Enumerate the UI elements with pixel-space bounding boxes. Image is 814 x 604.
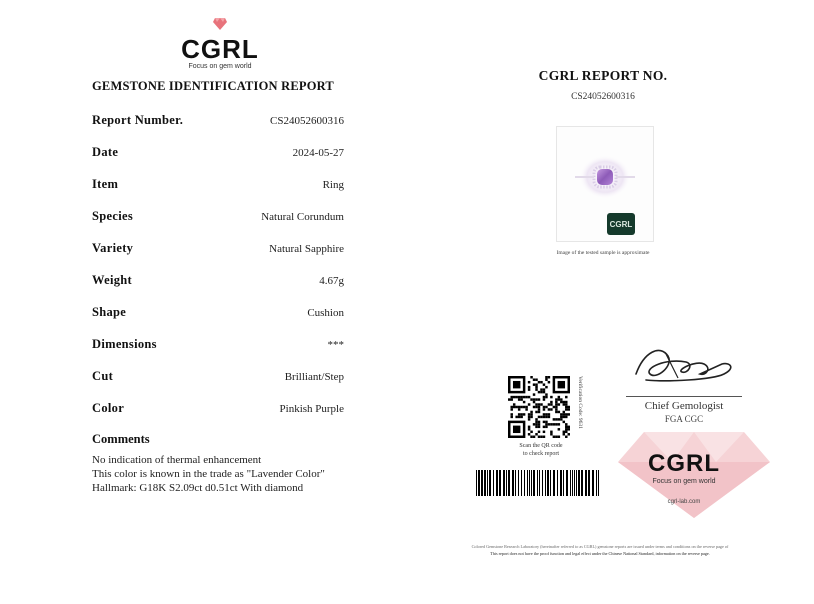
qr-caption-line: Scan the QR code (519, 443, 563, 449)
photo-caption: Image of the tested sample is approximate (556, 250, 650, 256)
fine-print-line: This report does not have the proof function and legal effect under the Chinese National Standard, information on the reverse page. (490, 551, 710, 556)
report-no-title: CGRL REPORT NO. (538, 68, 668, 83)
field-label: Date (92, 145, 119, 159)
logo-wordmark: CGRL (181, 34, 259, 64)
field-row (92, 273, 344, 289)
field-row (92, 401, 344, 417)
field-row (92, 113, 344, 129)
field-row (92, 305, 344, 321)
field-row (92, 145, 344, 161)
field-row (92, 369, 344, 385)
comment-line: No indication of thermal enhancement (92, 454, 262, 466)
field-label: Species (92, 209, 133, 223)
field-label: Shape (92, 305, 127, 319)
field-value: Brilliant/Step (284, 371, 344, 383)
field-label: Report Number. (92, 113, 184, 127)
signature (626, 334, 746, 396)
field-value: 4.67g (319, 275, 344, 287)
field-row (92, 337, 344, 353)
verification-code: Verification Code: 9631 (577, 376, 583, 429)
gemologist-credential: FGA CGC (664, 414, 704, 424)
qr-caption-line: to check report (523, 451, 559, 457)
qr-caption (500, 442, 582, 458)
sample-photo (556, 126, 654, 242)
field-label: Variety (92, 241, 134, 255)
signature-line (626, 396, 742, 397)
cgrl-logo-large (636, 452, 732, 485)
ring-photo-icon (557, 127, 653, 241)
field-label: Dimensions (92, 337, 157, 351)
comment-line: Hallmark: G18K S2.09ct d0.51ct With diamond (92, 482, 304, 494)
field-value: Ring (322, 179, 344, 191)
field-label: Color (92, 401, 125, 415)
field-value: *** (327, 339, 344, 351)
logo-wordmark: CGRL (648, 450, 720, 477)
chief-gemologist: Chief Gemologist (644, 400, 724, 412)
gem-icon (213, 18, 227, 30)
field-value: CS24052600316 (270, 115, 344, 127)
photo-stamp-text: CGRL (609, 220, 633, 229)
field-label: Weight (92, 273, 132, 287)
field-row (92, 209, 344, 225)
field-row (92, 241, 344, 257)
field-value: Cushion (307, 307, 344, 319)
report-title: GEMSTONE IDENTIFICATION REPORT (92, 79, 334, 93)
comments-title: Comments (92, 432, 150, 446)
qr-code[interactable] (508, 376, 570, 438)
logo-tagline: Focus on gem world (652, 478, 716, 485)
cgrl-logo (170, 18, 270, 70)
report-no-value: CS24052600316 (571, 92, 635, 102)
field-label: Item (92, 177, 119, 191)
field-value: Natural Sapphire (269, 243, 344, 255)
logo-tagline: Focus on gem world (188, 63, 252, 70)
barcode (476, 470, 602, 496)
field-label: Cut (92, 369, 114, 383)
field-value: 2024-05-27 (292, 147, 344, 159)
comment-line: This color is known in the trade as "Lavender Color" (92, 468, 325, 480)
field-row (92, 177, 344, 193)
field-value: Natural Corundum (261, 211, 344, 223)
fine-print-line: Colored Gemstone Research Laboratory (hereinafter referred to as CGRL) gemstone reports are issued under terms and conditions on the reverse page of (471, 544, 729, 549)
website-link[interactable]: cgrl-lab.com (667, 499, 701, 505)
field-value: Pinkish Purple (279, 403, 344, 415)
